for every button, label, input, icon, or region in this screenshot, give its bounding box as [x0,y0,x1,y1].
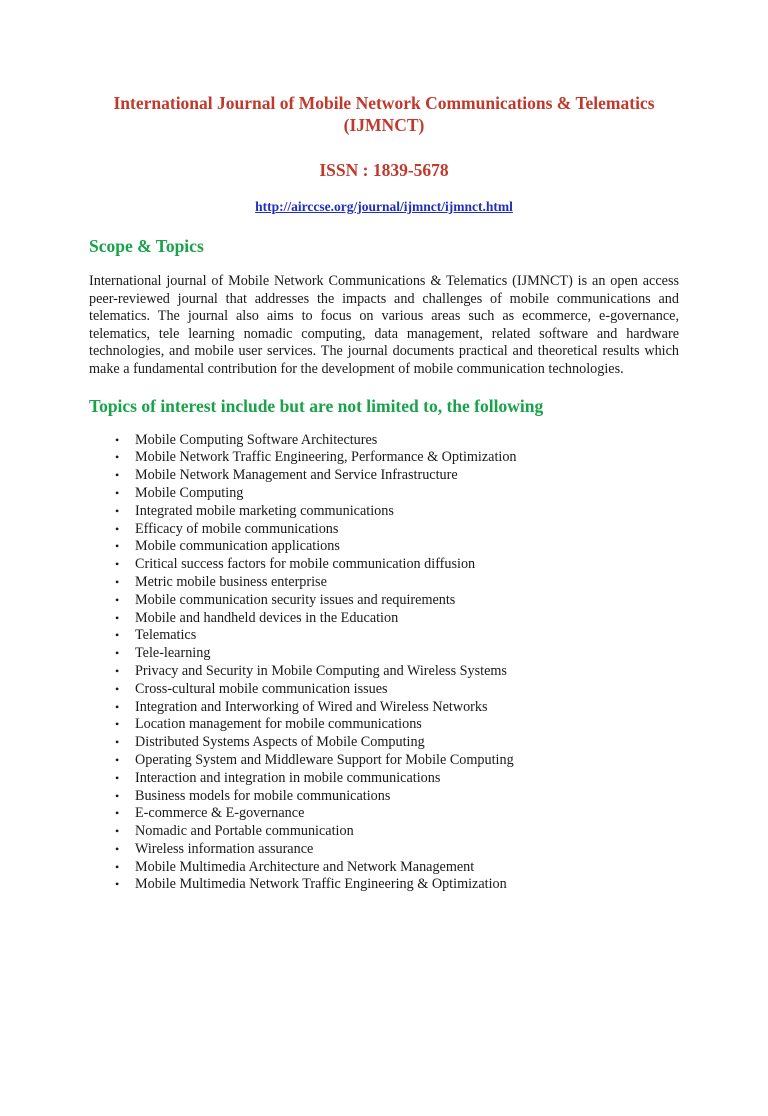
bullet-icon: • [115,503,120,518]
list-item [89,538,679,556]
list-item [89,449,679,467]
list-item [89,734,679,752]
list-item [89,788,679,806]
bullet-icon: • [115,841,120,856]
list-item-text: Mobile Multimedia Network Traffic Engineering & Optimization [135,876,507,893]
list-item-text: Mobile communication security issues and requirements [135,591,456,608]
list-item [89,610,679,628]
list-item-text: Tele-learning [135,645,211,662]
list-item [89,485,679,503]
list-item-text: Mobile communication applications [135,538,340,555]
journal-url-link[interactable]: http://airccse.org/journal/ijmnct/ijmnct.html [255,199,513,214]
list-item-text: Integration and Interworking of Wired and Wireless Networks [135,698,488,715]
list-item [89,663,679,681]
url-line [89,198,679,216]
list-item [89,859,679,877]
bullet-icon: • [115,735,120,750]
list-item [89,681,679,699]
list-item-text: Critical success factors for mobile communication diffusion [135,556,476,573]
list-item [89,503,679,521]
bullet-icon: • [115,717,120,732]
bullet-icon: • [115,859,120,874]
list-item [89,805,679,823]
bullet-icon: • [115,877,120,892]
bullet-icon: • [115,806,120,821]
bullet-icon: • [115,628,120,643]
list-item [89,432,679,450]
journal-title [89,92,679,136]
list-item-text: Telematics [135,627,197,644]
bullet-icon: • [115,824,120,839]
list-item-text: E-commerce & E-governance [135,805,305,822]
list-item-text: Mobile Network Traffic Engineering, Performance & Optimization [135,449,517,466]
list-item-text: Integrated mobile marketing communications [135,502,394,519]
list-item-text: Location management for mobile communications [135,716,422,733]
list-item-text: Metric mobile business enterprise [135,573,327,590]
list-item [89,521,679,539]
list-item-text: Mobile Multimedia Architecture and Network Management [135,858,475,875]
list-item-text: Operating System and Middleware Support for Mobile Computing [135,751,514,768]
bullet-icon: • [115,610,120,625]
list-item [89,574,679,592]
list-item-text: Distributed Systems Aspects of Mobile Computing [135,734,425,751]
list-item [89,467,679,485]
list-item-text: Wireless information assurance [135,840,314,857]
scope-heading: Scope & Topics [89,236,204,256]
list-item [89,876,679,894]
journal-title-line2: (IJMNCT) [343,115,425,135]
list-item-text: Mobile Computing Software Architectures [135,431,378,448]
list-item [89,645,679,663]
bullet-icon: • [115,539,120,554]
list-item-text: Privacy and Security in Mobile Computing and Wireless Systems [135,662,507,679]
bullet-icon: • [115,770,120,785]
issn-label: ISSN : 1839-5678 [319,160,449,180]
list-item-text: Interaction and integration in mobile communications [135,769,441,786]
list-item [89,716,679,734]
document-page [0,92,768,1116]
scope-paragraph: International journal of Mobile Network Communications & Telematics (IJMNCT) is an open access peer-reviewed journal that addresses the impacts and challenges of mobile communications and telematics. The journal also aims to focus on various areas such as ecommerce, e-governance, telematics, tele learning nomadic computing, data management, related software and hardware technologies, and mobile user services. The journal documents practical and theoretical results which make a fundamental contribution for the development of mobile communication technologies. [89,273,679,377]
bullet-icon: • [115,485,120,500]
list-item [89,752,679,770]
list-item-text: Mobile Computing [135,484,244,501]
list-item-text: Business models for mobile communications [135,787,391,804]
bullet-icon: • [115,450,120,465]
bullet-icon: • [115,574,120,589]
list-item [89,823,679,841]
list-item [89,592,679,610]
bullet-icon: • [115,663,120,678]
bullet-icon: • [115,752,120,767]
list-item-text: Cross-cultural mobile communication issues [135,680,388,697]
bullet-icon: • [115,592,120,607]
bullet-icon: • [115,557,120,572]
list-item [89,770,679,788]
bullet-icon: • [115,788,120,803]
list-item [89,556,679,574]
list-item [89,627,679,645]
list-item-text: Mobile and handheld devices in the Education [135,609,399,626]
list-item-text: Mobile Network Management and Service Infrastructure [135,467,458,484]
bullet-icon: • [115,699,120,714]
bullet-icon: • [115,646,120,661]
list-item [89,699,679,717]
list-item [89,841,679,859]
topics-heading: Topics of interest include but are not limited to, the following [89,395,544,416]
bullet-icon: • [115,521,120,536]
bullet-icon: • [115,432,120,447]
list-item-text: Efficacy of mobile communications [135,520,339,537]
bullet-icon: • [115,681,120,696]
topics-list [89,432,679,895]
bullet-icon: • [115,468,120,483]
list-item-text: Nomadic and Portable communication [135,823,354,840]
journal-title-line1: International Journal of Mobile Network Communications & Telematics [113,93,655,113]
